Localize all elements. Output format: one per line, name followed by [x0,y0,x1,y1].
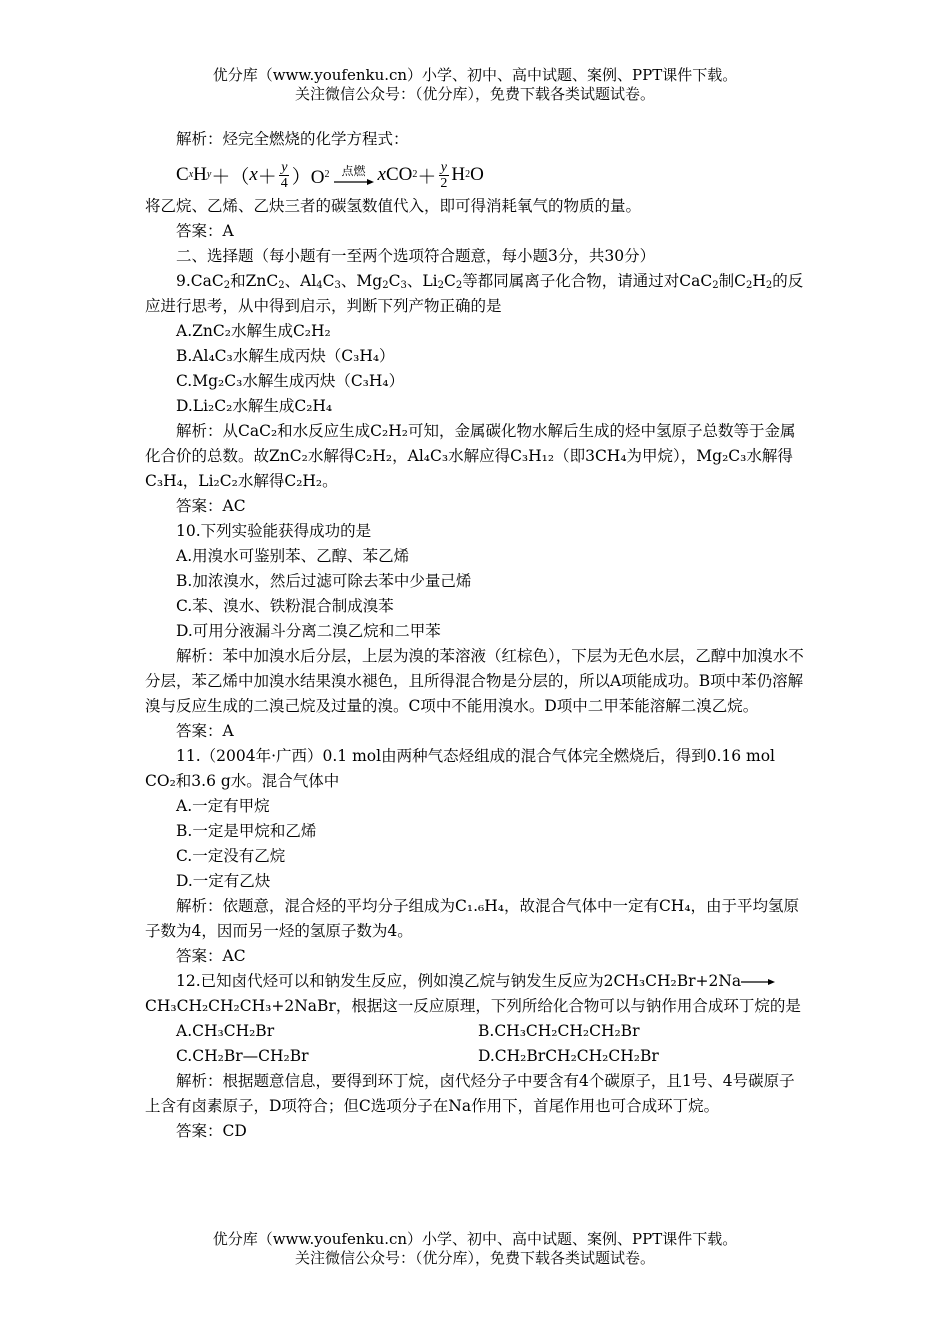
q8-analysis-rest: 将乙烷、乙烯、乙炔三者的碳氢数值代入，即可得消耗氧气的物质的量。 [145,197,642,215]
q12-option-a: A.CH₃CH₂Br [176,1022,275,1040]
arrow-icon [741,978,775,986]
q12-options-row-1 [145,1019,810,1044]
footer-line-2: 关注微信公众号：（优分库），免费下载各类试题试卷。 [294,1249,655,1267]
q11-option-c: C.一定没有乙烷 [176,847,286,865]
eq-h2o-h: H [451,164,466,185]
q12-answer: 答案：CD [176,1122,247,1140]
q12-stem-part-a: 12.已知卤代烃可以和钠发生反应，例如溴乙烷与钠发生反应为2CH₃CH₂Br+2Na [176,972,742,990]
eq-h: H [193,164,207,185]
q12-option-b: B.CH₃CH₂CH₂CH₂Br [478,1022,640,1040]
q12-stem-part-b: CH₃CH₂CH₂CH₃+2NaBr，根据这一反应原理，下列所给化合物可以与钠作用合成环丁烷的是 [145,997,801,1015]
q11-analysis: 解析：依题意，混合烃的平均分子组成为C₁.₆H₄，故混合气体中一定有CH₄，由于平均氢原子数为4，因而另一烃的氢原子数为4。 [145,897,800,940]
reaction-arrow [334,165,374,186]
frac-num: y [440,159,447,175]
q10-option-c: C.苯、溴水、铁粉混合制成溴苯 [176,597,394,615]
q9-option-b: B.Al₄C₃水解生成丙炔（C₃H₄） [176,347,395,365]
section-2-heading: 二、选择题（每小题有一至两个选项符合题意，每小题3分，共30分） [176,247,656,265]
q8-analysis-intro: 解析：烃完全燃烧的化学方程式： [176,130,409,148]
eq-c: C [176,164,189,185]
q9-option-d: D.Li₂C₂水解生成C₂H₄ [176,397,333,415]
q10-option-b: B.加浓溴水，然后过滤可除去苯中少量己烯 [176,572,472,590]
eq-plus: ＋ [257,166,277,188]
header-line-1: 优分库（www.youfenku.cn）小学、初中、高中试题、案例、PPT课件下载。 [212,66,738,84]
q12-option-d: D.CH₂BrCH₂CH₂CH₂Br [478,1047,659,1065]
q12-options-row-2 [145,1044,810,1069]
page-footer [0,1230,950,1268]
frac-den: 4 [280,175,288,191]
q10-option-d: D.可用分液漏斗分离二溴乙烷和二甲苯 [176,622,441,640]
q12-stem [145,969,810,1019]
arrow-icon [334,178,374,186]
q11-option-b: B.一定是甲烷和乙烯 [176,822,317,840]
q12-option-c: C.CH₂Br—CH₂Br [176,1047,309,1065]
frac-den: 2 [440,175,448,191]
eq-rhs-x: x [377,164,386,185]
q12-analysis: 解析：根据题意信息，要得到环丁烷，卤代烃分子中要含有4个碳原子，且1号、4号碳原子上含有卤素原子，D项符合；但C选项分子在Na作用下，首尾作用也可合成环丁烷。 [145,1072,795,1115]
combustion-equation: C x H y ＋（ x ＋ $\frac{y}{4}$ ）O 2 点燃 x CO 2 ＋ $\frac{y}{2}$ H 2 O [176,159,484,191]
eq-co2: CO [385,164,413,185]
eq-plus-3: ＋ [417,166,437,188]
q9-analysis: 解析：从CaC₂和水反应生成C₂H₂可知，金属碳化物水解后生成的烃中氢原子总数等于金属化合价的总数。故ZnC₂水解得C₂H₂，Al₄C₃水解应得C₃H₁₂（即3CH₄为甲烷），Mg₂C₃水解得C₃H₄，Li₂C₂水解得C₂H₂。 [145,422,796,490]
q8-answer: 答案：A [176,222,234,240]
reaction-condition: 点燃 [341,163,366,178]
page-header [0,66,950,104]
q10-stem: 10.下列实验能获得成功的是 [176,522,372,540]
document-body [145,127,810,1144]
q9-answer: 答案：AC [176,497,246,515]
eq-fraction-y-over-4 [279,160,290,191]
eq-x: x [249,164,258,185]
eq-fraction-y-over-2 [438,160,449,191]
q10-answer: 答案：A [176,722,234,740]
q9-stem: 9.CaC$_2$和ZnC$_2$、$Al_4C_3$、$Mg_2C_3$、$Li_2C_2$等都同属离子化合物，请通过对CaC$_2$制$C_2H_2$的反应进行思考，从中得到启示，判断下列产物正确的是 [145,272,804,315]
q11-stem: 11.（2004年·广西）0.1 mol由两种气态烃组成的混合气体完全燃烧后，得到0.16 mol CO₂和3.6 g水。混合气体中 [145,747,776,790]
q9-option-a: A.ZnC₂水解生成C₂H₂ [176,322,331,340]
eq-h2o-o: O [470,164,484,185]
q11-option-a: A.一定有甲烷 [176,797,270,815]
eq-o2: ）O [291,166,325,188]
q10-analysis: 解析：苯中加溴水后分层，上层为溴的苯溶液（红棕色），下层为无色水层，乙醇中加溴水不分层，苯乙烯中加溴水结果溴水褪色，且所得混合物是分层的，所以A项能成功。B项中苯仍溶解溴与反应生成的二溴己烷及过量的溴。C项中不能用溴水。D项中二甲苯能溶解二溴乙烷。 [145,647,804,715]
q9-option-c: C.Mg₂C₃水解生成丙炔（C₃H₄） [176,372,405,390]
q10-option-a: A.用溴水可鉴别苯、乙醇、苯乙烯 [176,547,410,565]
q11-option-d: D.一定有乙炔 [176,872,271,890]
footer-line-1: 优分库（www.youfenku.cn）小学、初中、高中试题、案例、PPT课件下载。 [212,1230,738,1248]
eq-plus-paren: ＋（ [211,166,250,188]
header-line-2: 关注微信公众号：（优分库），免费下载各类试题试卷。 [294,85,655,103]
frac-num: y [281,159,288,175]
q11-answer: 答案：AC [176,947,246,965]
